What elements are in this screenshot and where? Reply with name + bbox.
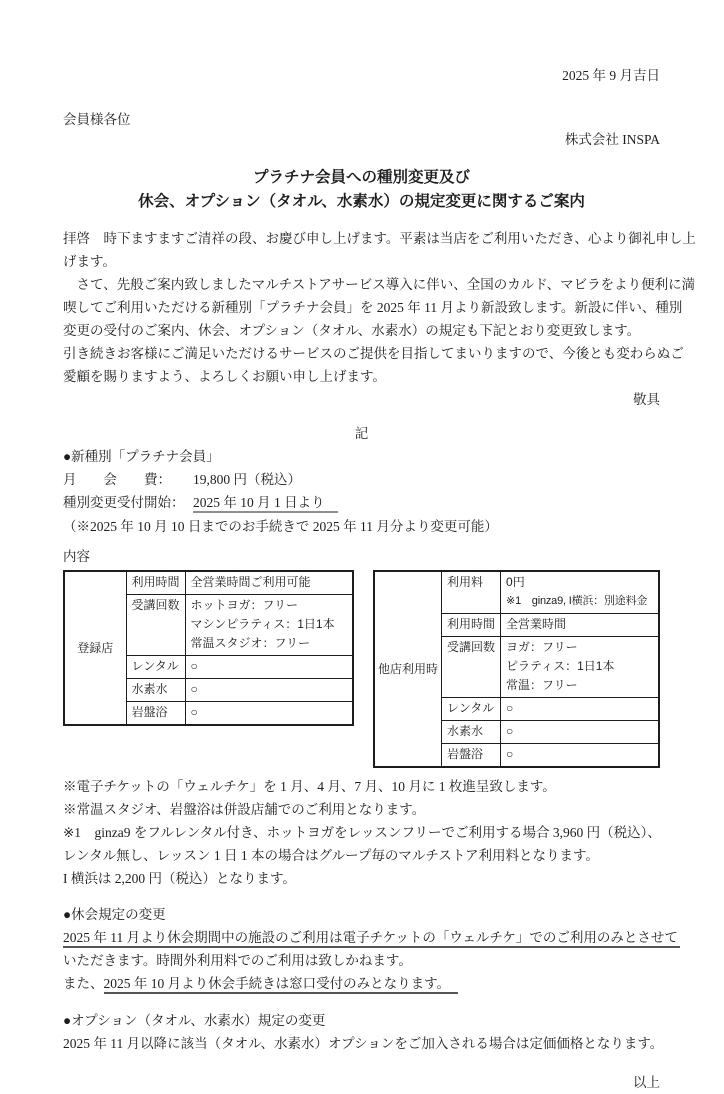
row-value bbox=[501, 637, 659, 698]
table-row bbox=[64, 571, 353, 595]
value-line-note: ※1 ginza9, I横浜：別途料金 bbox=[506, 595, 648, 607]
row-label: 受講回数 bbox=[442, 637, 501, 698]
body-line: 愛顧を賜りますよう、よろしくお願い申し上げます。 bbox=[63, 369, 386, 384]
ijou-closing: 以上 bbox=[633, 1075, 660, 1090]
value-line: ピラティス：1日1本 bbox=[506, 659, 615, 673]
change-start-note: （※2025 年 10 月 10 日までのお手続きで 2025 年 11 月分より変更可能） bbox=[63, 519, 498, 534]
row-label: 利用料 bbox=[442, 571, 501, 614]
recipient: 会員様各位 bbox=[63, 112, 131, 127]
change-start-label: 種別変更受付開始： bbox=[63, 495, 185, 510]
title-line-1: プラチナ会員への種別変更及び bbox=[252, 169, 470, 186]
registered-store-header: 登録店 bbox=[64, 571, 126, 725]
company-name: 株式会社 INSPA bbox=[564, 132, 660, 147]
row-value: ○ bbox=[185, 656, 353, 679]
footnote-line: ※1 ginza9 をフルレンタル付き、ホットヨガをレッスンフリーでご利用する場合 3,960 円（税込）、 bbox=[63, 825, 661, 840]
row-value: 全営業時間ご利用可能 bbox=[185, 571, 353, 595]
value-line: 0円 bbox=[506, 575, 525, 589]
row-value bbox=[501, 571, 659, 614]
footnote-line: レンタル無し、レッスン 1 日 1 本の場合はグループ毎のマルチストア利用料となります。 bbox=[63, 848, 599, 863]
footnote-line: ※常温スタジオ、岩盤浴は併設店舗でのご利用となります。 bbox=[63, 802, 426, 817]
row-label: 岩盤浴 bbox=[442, 744, 501, 768]
document-date: 2025 年 9 月吉日 bbox=[562, 68, 660, 83]
value-line: ヨガ：フリー bbox=[506, 640, 578, 654]
change-start-value: 2025 年 10 月 1 日より bbox=[193, 495, 338, 513]
row-value: ○ bbox=[501, 721, 659, 744]
row-label: 利用時間 bbox=[442, 614, 501, 637]
new-membership-section bbox=[63, 445, 660, 538]
option-line: 2025 年 11 月以降に該当（タオル、水素水）オプションをご加入される場合は定価価格となります。 bbox=[63, 1036, 664, 1051]
row-label: 水素水 bbox=[126, 679, 185, 702]
row-label: レンタル bbox=[442, 698, 501, 721]
body-line: 引き続きお客様にご満足いただけるサービスのご提供を目指してまいりますので、今後とも変わらぬご bbox=[63, 346, 684, 361]
footnotes bbox=[63, 775, 660, 890]
value-line: マシンピラティス：1日1本 bbox=[190, 617, 335, 631]
option-rule-section bbox=[63, 1009, 664, 1055]
row-value: ○ bbox=[501, 698, 659, 721]
suspension-underlined-3: 2025 年 10 月より休会手続きは窓口受付のみとなります。 bbox=[104, 976, 459, 994]
body-line: 喫してご利用いただける新種別「プラチナ会員」を 2025 年 11 月より新設致します。新設に伴い、種別 bbox=[63, 300, 683, 315]
body-line: げます。 bbox=[63, 254, 116, 269]
body-line: さて、先般ご案内致しましたマルチストアサービス導入に伴い、全国のカルド、マビラをより便利に満 bbox=[63, 277, 696, 292]
row-value bbox=[185, 595, 353, 656]
suspension-line-1 bbox=[63, 926, 678, 949]
row-value: ○ bbox=[185, 702, 353, 726]
footnote-line: I 横浜は 2,200 円（税込）となります。 bbox=[63, 871, 296, 886]
body-line: 拝啓 時下ますますご清祥の段、お慶び申し上げます。平素は当店をご利用いただき、心より御礼申し上 bbox=[63, 231, 696, 246]
row-value: ○ bbox=[501, 744, 659, 768]
spec-tables bbox=[63, 570, 660, 768]
value-line: 常温：フリー bbox=[506, 678, 578, 692]
row-label: 受講回数 bbox=[126, 595, 185, 656]
row-value: 全営業時間 bbox=[501, 614, 659, 637]
suspension-underlined-1: 2025 年 11 月より休会期間中の施設のご利用は電子チケットの「ウェルチケ」でのご利用のみとさせて bbox=[63, 930, 680, 948]
body-line: 変更の受付のご案内、休会、オプション（タオル、水素水）の規定も下記とおり変更致します。 bbox=[63, 323, 641, 338]
value-line: ホットヨガ：フリー bbox=[190, 598, 299, 612]
suspension-heading: ●休会規定の変更 bbox=[63, 907, 166, 922]
suspension-line-3 bbox=[63, 972, 660, 995]
suspension-line-2: いただきます。時間外利用料でのご利用は致しかねます。 bbox=[63, 953, 412, 968]
registered-store-table bbox=[63, 570, 354, 726]
row-label: レンタル bbox=[126, 656, 185, 679]
ki-marker: 記 bbox=[354, 426, 369, 441]
row-label: 利用時間 bbox=[126, 571, 185, 595]
monthly-fee-label: 月 会 費： bbox=[63, 472, 171, 487]
document-title bbox=[63, 166, 660, 214]
row-label: 岩盤浴 bbox=[126, 702, 185, 726]
footnote-line: ※電子チケットの「ウェルチケ」を 1 月、4 月、7 月、10 月に 1 枚進呈致します。 bbox=[63, 779, 556, 794]
suspension-rule-section bbox=[63, 903, 678, 995]
new-membership-heading: ●新種別「プラチナ会員」 bbox=[63, 449, 220, 464]
other-store-table bbox=[373, 570, 660, 768]
other-store-header: 他店利用時 bbox=[374, 571, 442, 767]
monthly-fee-line bbox=[63, 468, 660, 491]
row-value: ○ bbox=[185, 679, 353, 702]
row-label: 水素水 bbox=[442, 721, 501, 744]
content-label: 内容 bbox=[63, 549, 90, 564]
keigu-closing: 敬具 bbox=[633, 392, 660, 407]
change-start-line bbox=[63, 491, 660, 514]
value-line: 常温スタジオ：フリー bbox=[190, 636, 311, 650]
suspension-line-3-prefix: また、 bbox=[63, 976, 104, 991]
monthly-fee-value: 19,800 円（税込） bbox=[193, 472, 301, 487]
table-row bbox=[374, 571, 659, 614]
body-paragraph bbox=[63, 227, 696, 411]
option-heading: ●オプション（タオル、水素水）規定の変更 bbox=[63, 1013, 326, 1028]
title-line-2: 休会、オプション（タオル、水素水）の規定変更に関するご案内 bbox=[138, 193, 585, 210]
